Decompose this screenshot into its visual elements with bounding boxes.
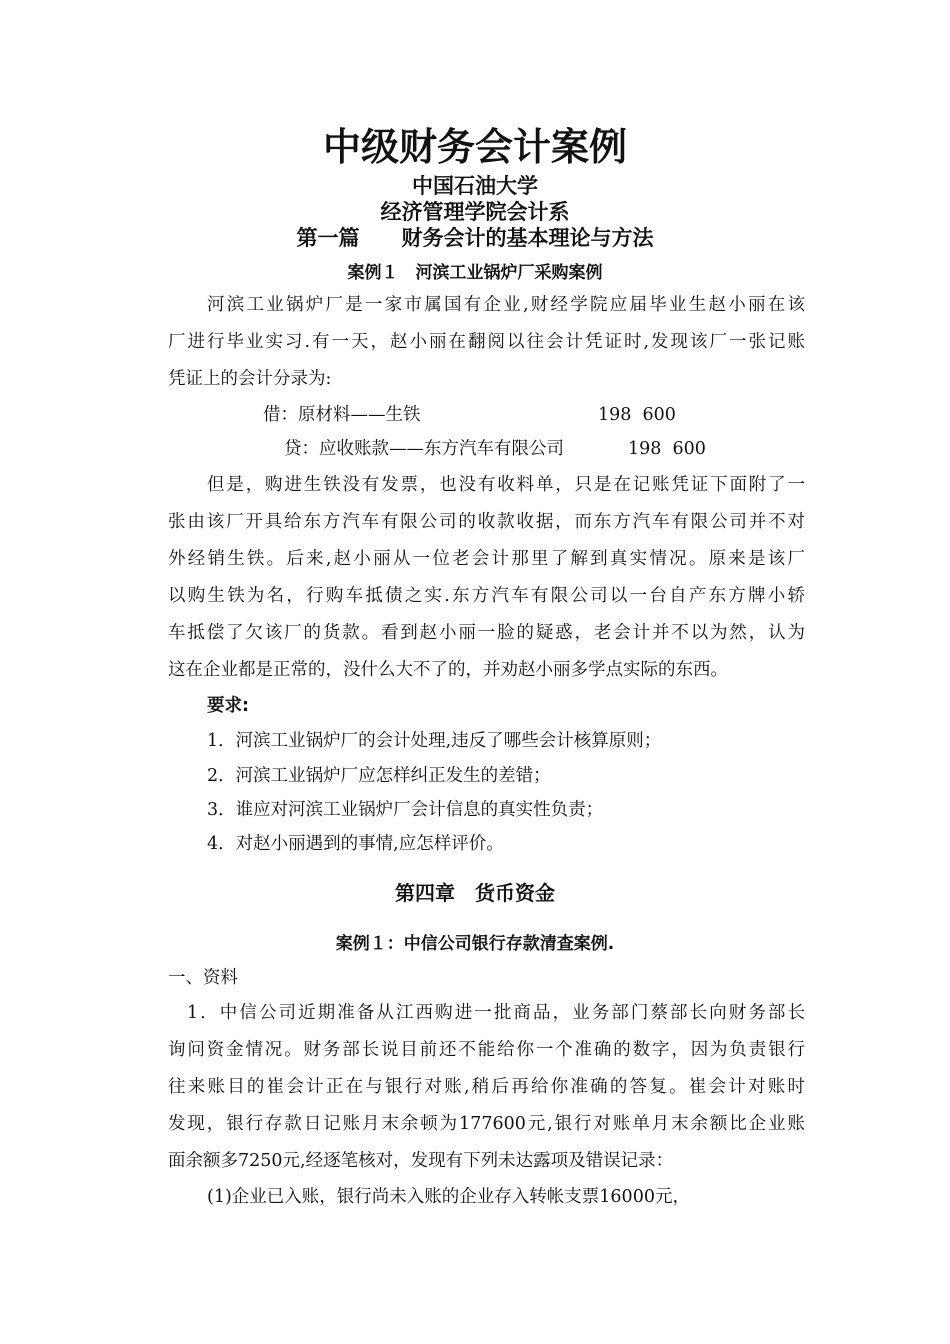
case1-paragraph2-line: 张由该厂开具给东方汽车有限公司的收款收据，而东方汽车有限公司并不对 bbox=[168, 512, 805, 532]
requirement-item: 2．河滨工业锅炉厂应怎样纠正发生的差错； bbox=[207, 766, 551, 786]
entry-debit: 借：原材料——生铁 bbox=[263, 405, 421, 425]
university-name: 中国石油大学 bbox=[412, 174, 538, 198]
case1-paragraph2-line: 这在企业都是正常的，没什么大不了的，并劝赵小丽多学点实际的东西。 bbox=[168, 660, 728, 680]
case41-paragraph-line: 发现，银行存款日记账月末余顿为177600元,银行对账单月末余额比企业账 bbox=[168, 1114, 805, 1134]
case1-paragraph2-line: 车抵偿了欠该厂的货款。看到赵小丽一脸的疑惑，老会计并不以为然，认为 bbox=[168, 623, 805, 643]
section-heading: 一、资料 bbox=[168, 968, 238, 988]
case1-paragraph1-line: 凭证上的会计分录为: bbox=[168, 369, 332, 389]
case1-paragraph2-line: 但是，购进生铁没有发票，也没有收料单，只是在记账凭证下面附了一 bbox=[207, 475, 805, 495]
requirement-item: 3．谁应对河滨工业锅炉厂会计信息的真实性负责； bbox=[207, 800, 604, 820]
case41-paragraph-line: 往来账目的崔会计正在与银行对账,稍后再给你准确的答复。崔会计对账时 bbox=[168, 1077, 805, 1097]
case41-item: (1)企业已入账，银行尚未入账的企业存入转帐支票16000元， bbox=[207, 1187, 690, 1207]
entry-credit-amount: 198 600 bbox=[628, 439, 706, 459]
case1-title: 案例１ 河滨工业锅炉厂采购案例 bbox=[347, 263, 603, 283]
requirement-item: 4．对赵小丽遇到的事情,应怎样评价。 bbox=[207, 834, 504, 854]
department-name: 经济管理学院会计系 bbox=[380, 200, 570, 224]
chapter4-title: 第四章 货币资金 bbox=[395, 881, 555, 905]
entry-credit: 贷：应收账款——东方汽车有限公司 bbox=[284, 439, 564, 459]
case1-paragraph1-line: 厂进行毕业实习.有一天，赵小丽在翻阅以往会计凭证时,发现该厂一张记账 bbox=[168, 332, 805, 352]
requirements-label: 要求: bbox=[207, 696, 249, 716]
case1-paragraph2-line: 以购生铁为名，行购车抵债之实.东方汽车有限公司以一台自产东方牌小轿 bbox=[168, 586, 805, 606]
case41-paragraph-line: 1．中信公司近期准备从江西购进一批商品，业务部门蔡部长向财务部长 bbox=[187, 1003, 805, 1023]
document-title: 中级财务会计案例 bbox=[322, 125, 627, 169]
requirement-item: 1．河滨工业锅炉厂的会计处理,违反了哪些会计核算原则； bbox=[207, 731, 662, 751]
case41-paragraph-line: 询问资金情况。财务部长说目前还不能给你一个准确的数字，因为负责银行 bbox=[168, 1040, 805, 1060]
case41-title: 案例１：中信公司银行存款清查案例. bbox=[335, 934, 615, 954]
entry-debit-amount: 198 600 bbox=[598, 405, 676, 425]
case1-paragraph2-line: 外经销生铁。后来,赵小丽从一位老会计那里了解到真实情况。原来是该厂 bbox=[168, 549, 805, 569]
part-heading: 第一篇 财务会计的基本理论与方法 bbox=[296, 226, 654, 250]
case41-paragraph-line: 面余额多7250元,经逐笔核对，发现有下列未达露项及错误记录： bbox=[168, 1151, 674, 1171]
case1-paragraph1-line: 河滨工业锅炉厂是一家市属国有企业,财经学院应届毕业生赵小丽在该 bbox=[207, 295, 805, 315]
